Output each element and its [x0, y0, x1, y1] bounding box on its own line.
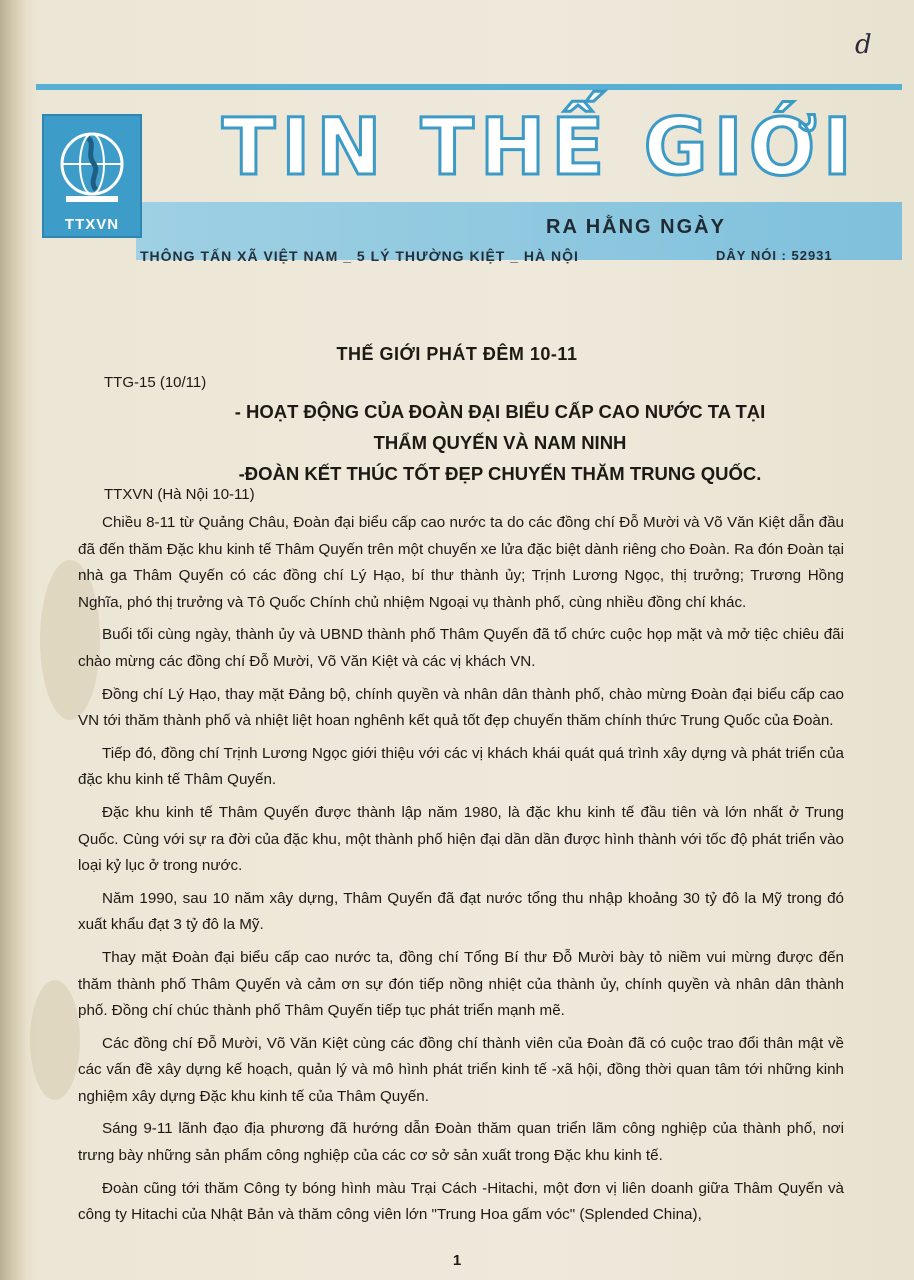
masthead-frequency: RA HẰNG NGÀY	[546, 216, 726, 238]
page-number: 1	[452, 1252, 462, 1269]
bulletin-code: TTG-15 (10/11)	[104, 374, 207, 391]
article-paragraph: Sáng 9-11 lãnh đạo địa phương đã hướng dẫn Đoàn thăm quan triển lãm công nghiệp của thành phố, nơi trưng bày những sản phẩm công nghiệp của các cơ sở sản xuất trong Đặc khu kinh tế.	[78, 1120, 844, 1165]
logo-label: TTXVN	[64, 216, 120, 233]
paper-stain	[30, 980, 80, 1100]
article-body	[78, 510, 844, 1235]
masthead-phone: DÂY NÓI : 52931	[716, 248, 833, 263]
article-paragraph: Đồng chí Lý Hạo, thay mặt Đảng bộ, chính quyền và nhân dân thành phố, chào mừng Đoàn đại biểu cấp cao VN tới thăm thành phố và nhiệt liệt hoan nghênh kết quả tốt đẹp chuyến thăm chính thức Trung Quốc của Đoàn.	[78, 685, 844, 730]
headline-line: -ĐOÀN KẾT THÚC TỐT ĐẸP CHUYẾN THĂM TRUNG QUỐC.	[238, 463, 762, 484]
binding-edge	[0, 0, 26, 1280]
headline-line: - HOẠT ĐỘNG CỦA ĐOÀN ĐẠI BIỂU CẤP CAO NƯỚC TA TẠI	[234, 401, 766, 422]
article-paragraph: Năm 1990, sau 10 năm xây dựng, Thâm Quyến đã đạt nước tổng thu nhập khoảng 30 tỷ đô la Mỹ trong đó xuất khẩu đạt 3 tỷ đô la Mỹ.	[78, 889, 844, 934]
masthead-rule	[36, 84, 902, 90]
masthead-title: TIN THẾ GIỚI	[222, 103, 858, 193]
article-paragraph: Thay mặt Đoàn đại biểu cấp cao nước ta, đồng chí Tổng Bí thư Đỗ Mười bày tỏ niềm vui mừng được đến thăm thành phố Thâm Quyến và cảm ơn sự đón tiếp nồng nhiệt của thành ủy, chính quyền và nhân dân thành phố. Đồng chí chúc thành phố Thâm Quyến tiếp tục phát triển mạnh mẽ.	[78, 948, 844, 1020]
article-paragraph: Buổi tối cùng ngày, thành ủy và UBND thành phố Thâm Quyến đã tổ chức cuộc họp mặt và mở tiệc chiêu đãi chào mừng các đồng chí Đỗ Mười, Võ Văn Kiệt và các vị khách VN.	[78, 626, 844, 670]
handwritten-mark: d	[855, 30, 872, 60]
article-paragraph: Đặc khu kinh tế Thâm Quyến được thành lập năm 1980, là đặc khu kinh tế đầu tiên và lớn nhất ở Trung Quốc. Cùng với sự ra đời của đặc khu, một thành phố hiện đại dần dần được hình thành với tốc độ phát triển vào loại kỷ lục ở trong nước.	[78, 803, 844, 875]
source-dateline: TTXVN (Hà Nội 10-11)	[104, 486, 255, 503]
headline-block	[150, 396, 850, 489]
article-paragraph: Tiếp đó, đồng chí Trịnh Lương Ngọc giới thiệu với các vị khách khái quát quá trình xây dựng và phát triển của đặc khu kinh tế Thâm Quyến.	[78, 744, 844, 789]
globe-map-icon	[52, 124, 132, 214]
article-paragraph: Các đồng chí Đỗ Mười, Võ Văn Kiệt cùng các đồng chí thành viên của Đoàn đã có cuộc trao đổi thân mật về các vấn đề xây dựng kế hoạch, quản lý và mô hình phát triển kinh tế -xã hội, đồng thời quan tâm tới những kinh nghiệm xây dựng Đặc khu kinh tế của Thâm Quyến.	[78, 1034, 844, 1105]
article-paragraph: Chiều 8-11 từ Quảng Châu, Đoàn đại biểu cấp cao nước ta do các đồng chí Đỗ Mười và Võ Văn Kiệt dẫn đầu đã đến thăm Đặc khu kinh tế Thâm Quyến trên một chuyến xe lửa đặc biệt dành riêng cho Đoàn. Ra đón Đoàn tại nhà ga Thâm Quyến có các đồng chí Lý Hạo, bí thư thành ủy; Trịnh Lương Ngọc, thị trưởng; Trương Hồng Nghĩa, phó thị trưởng và Tô Quốc Chính chủ nhiệm Ngoại vụ thành phố, cùng nhiều đồng chí khác.	[78, 514, 844, 611]
masthead-address: THÔNG TẤN XÃ VIỆT NAM _ 5 LÝ THƯỜNG KIỆT _ HÀ NỘI	[140, 248, 579, 264]
ttxvn-logo	[42, 114, 142, 238]
bulletin-heading: THẾ GIỚI PHÁT ĐÊM 10-11	[336, 344, 578, 364]
headline-line: THẨM QUYẾN VÀ NAM NINH	[373, 432, 627, 453]
masthead	[36, 84, 902, 270]
article-paragraph: Đoàn cũng tới thăm Công ty bóng hình màu Trại Cách -Hitachi, một đơn vị liên doanh giữa Thâm Quyến và công ty Hitachi của Nhật Bản và thăm công viên lớn "Trung Hoa gấm vóc" (Splended China),	[78, 1179, 844, 1224]
